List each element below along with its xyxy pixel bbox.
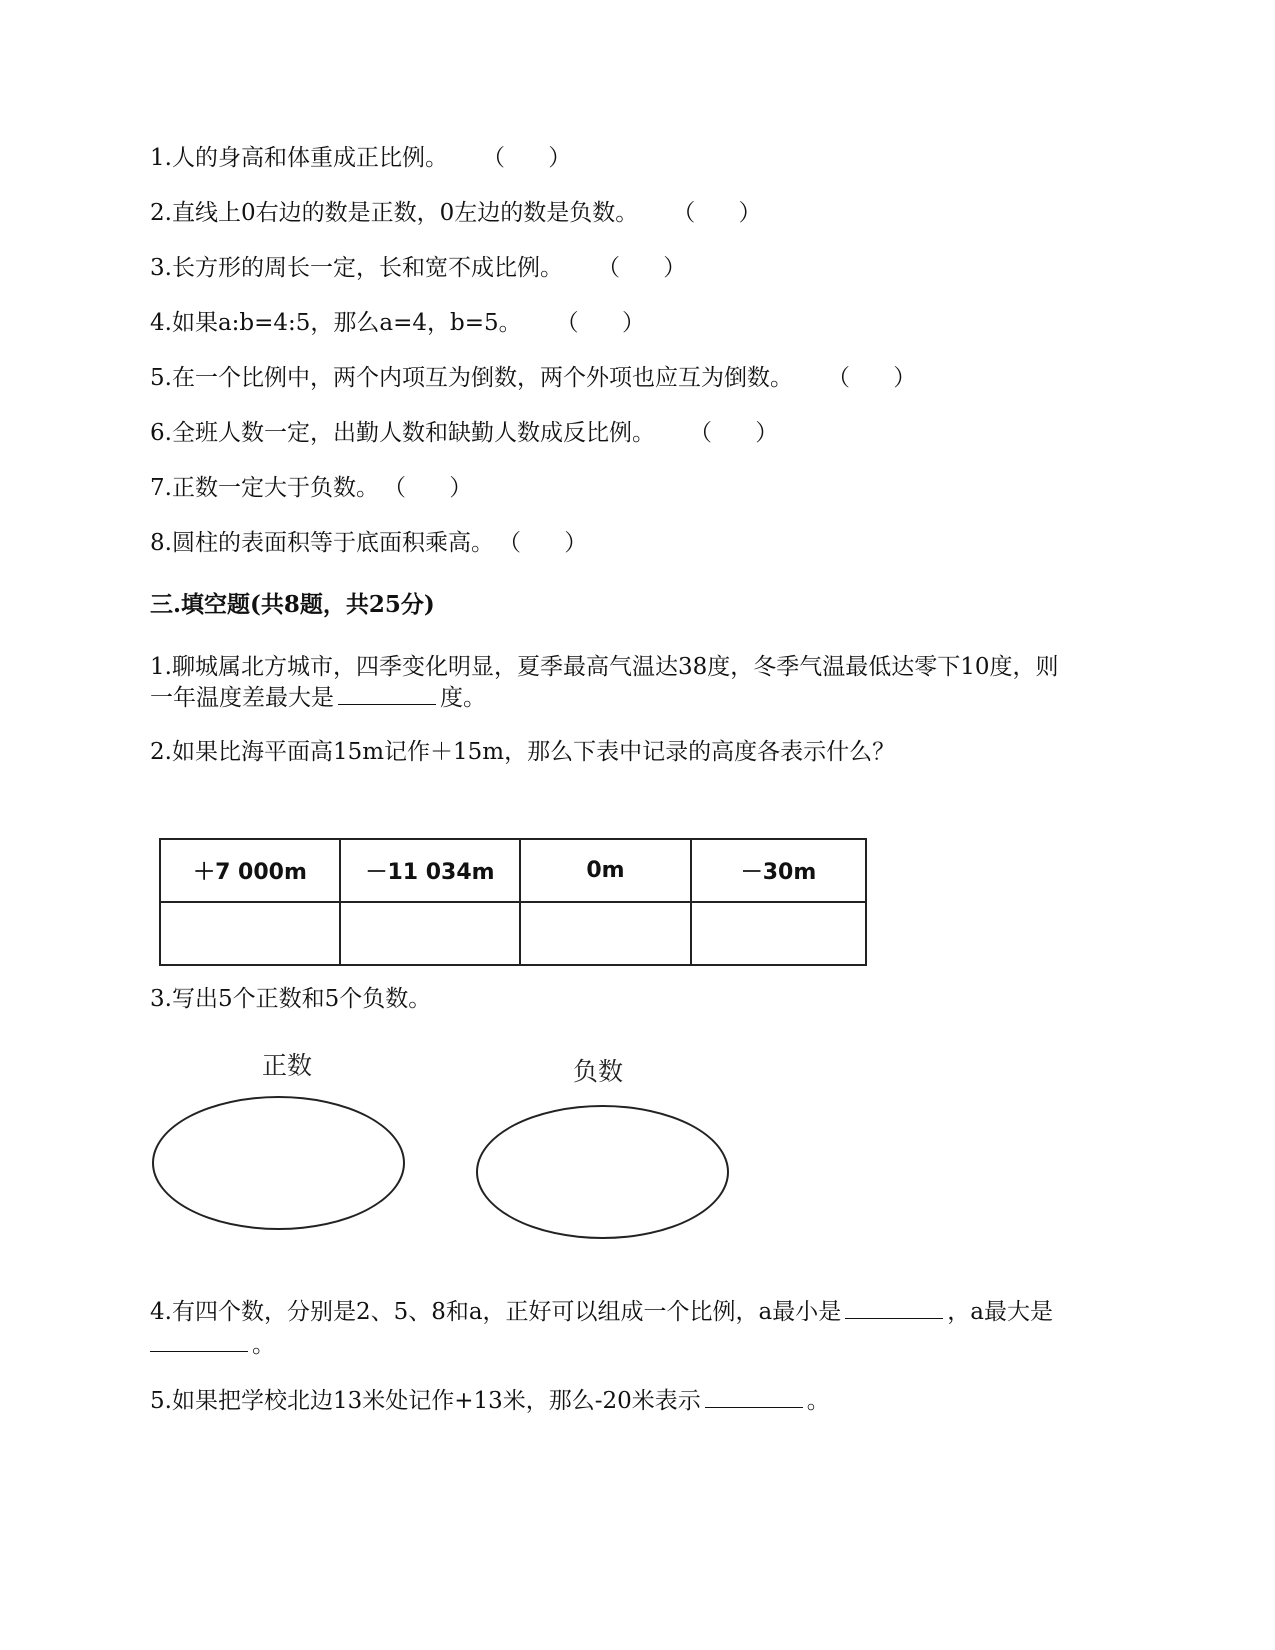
fill-question-1-line2: 一年温度差最大是 度。: [150, 681, 486, 715]
answer-parentheses[interactable]: （ ）: [497, 530, 606, 556]
answer-parentheses[interactable]: （ ）: [382, 475, 491, 501]
table-header-cell: 0m: [520, 839, 691, 902]
answer-parentheses[interactable]: （ ）: [596, 255, 705, 281]
answer-blank[interactable]: [845, 1296, 943, 1319]
table-header-cell: ＋7 000m: [160, 839, 340, 902]
table-answer-cell[interactable]: [520, 902, 691, 965]
judgment-question-2: 2.直线上0右边的数是正数，0左边的数是负数。 （ ）: [150, 196, 780, 230]
answer-blank[interactable]: [150, 1329, 248, 1352]
answer-blank[interactable]: [705, 1385, 803, 1408]
negative-set-label: 负数: [573, 1057, 624, 1086]
answer-parentheses[interactable]: （ ）: [555, 310, 663, 336]
table-header-cell: －30m: [691, 839, 866, 902]
fill-question-4-line2: 。: [150, 1328, 275, 1362]
positive-set-label: 正数: [262, 1051, 313, 1080]
fill-question-2: 2.如果比海平面高15m记作＋15m，那么下表中记录的高度各表示什么？: [150, 739, 896, 765]
height-table: [159, 838, 867, 966]
judgment-question-7: 7.正数一定大于负数。 （ ）: [150, 471, 490, 505]
judgment-question-3: 3.长方形的周长一定，长和宽不成比例。 （ ）: [150, 251, 704, 285]
fill-question-4-line1: 4.有四个数，分别是2、5、8和a，正好可以组成一个比例，a最小是 ，a最大是: [150, 1295, 1053, 1329]
fill-question-5: 5.如果把学校北边13米处记作+13米，那么-20米表示 。: [150, 1384, 830, 1418]
negative-number-ellipse[interactable]: [476, 1105, 729, 1239]
table-answer-cell[interactable]: [160, 902, 340, 965]
judgment-question-8: 8.圆柱的表面积等于底面积乘高。 （ ）: [150, 526, 605, 560]
table-header-row: [160, 839, 866, 902]
judgment-question-6: 6.全班人数一定，出勤人数和缺勤人数成反比例。 （ ）: [150, 416, 796, 450]
table-header-cell: －11 034m: [340, 839, 520, 902]
answer-parentheses[interactable]: （ ）: [481, 145, 590, 171]
table-answer-cell[interactable]: [340, 902, 520, 965]
fill-question-1-line1: 1.聊城属北方城市，四季变化明显，夏季最高气温达38度，冬季气温最低达零下10度，则: [150, 654, 1059, 680]
judgment-question-4: 4.如果a:b=4:5，那么a=4，b=5。 （ ）: [150, 306, 663, 340]
judgment-question-5: 5.在一个比例中，两个内项互为倒数，两个外项也应互为倒数。 （ ）: [150, 361, 934, 395]
judgment-question-1: 1.人的身高和体重成正比例。 （ ）: [150, 141, 589, 175]
positive-number-ellipse[interactable]: [152, 1096, 405, 1230]
table-answer-cell[interactable]: [691, 902, 866, 965]
table-answer-row: [160, 902, 866, 965]
answer-parentheses[interactable]: （ ）: [688, 420, 797, 446]
section-title: 三.填空题(共8题，共25分): [150, 591, 435, 618]
answer-blank[interactable]: [338, 682, 436, 705]
answer-parentheses[interactable]: （ ）: [826, 365, 935, 391]
fill-question-3: 3.写出5个正数和5个负数。: [150, 986, 432, 1012]
answer-parentheses[interactable]: （ ）: [672, 200, 780, 226]
